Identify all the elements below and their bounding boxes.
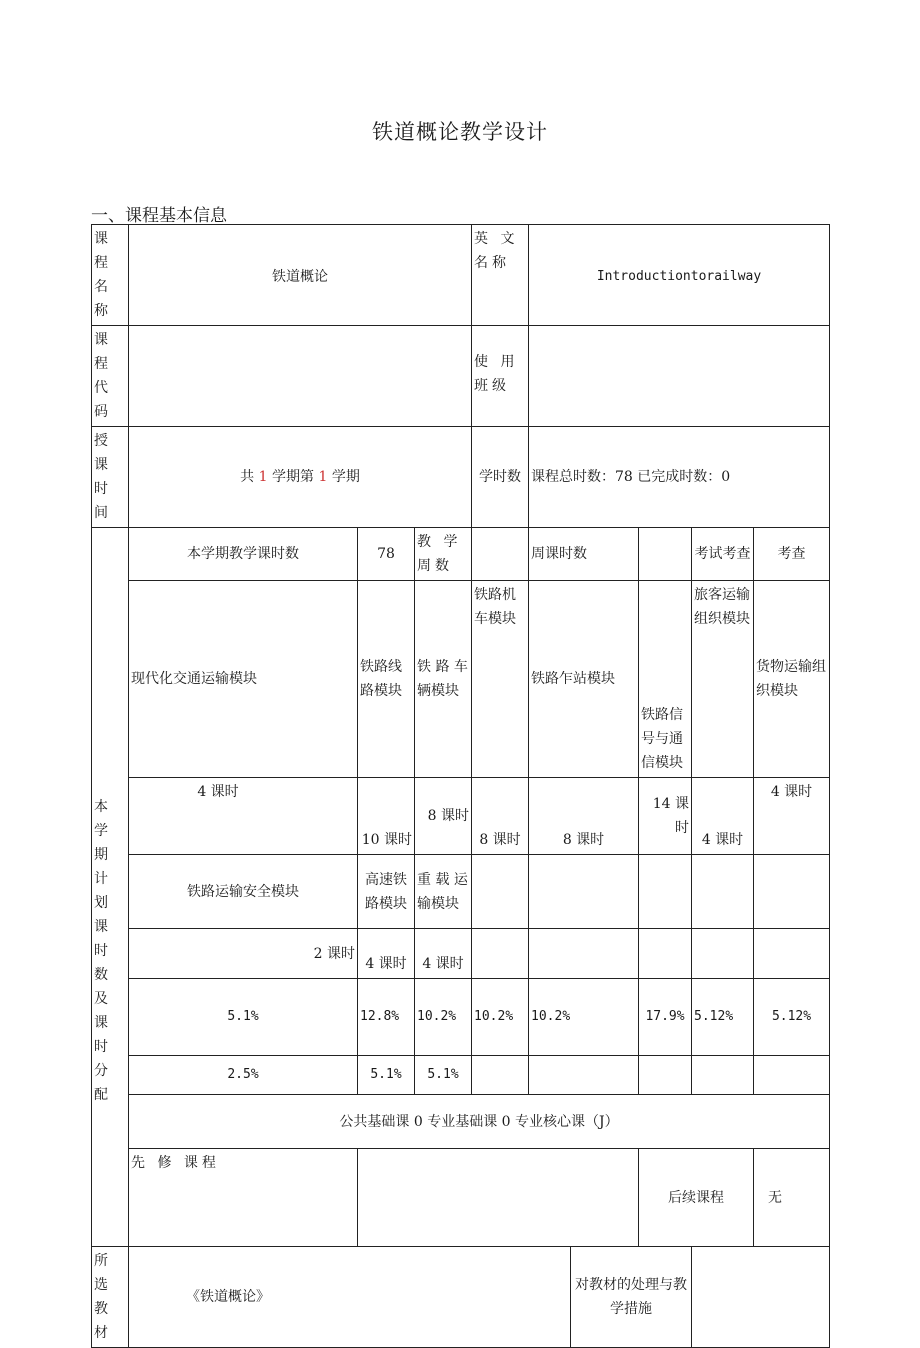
module-cell: 铁路线路模块	[358, 581, 415, 778]
measures-value	[692, 1247, 830, 1348]
module-cell: 高速铁路模块	[358, 855, 415, 929]
empty-cell	[692, 929, 754, 979]
percent-cell: 5.1%	[415, 1056, 472, 1095]
hours-cell: 8 课时	[529, 778, 639, 855]
term-current: 1	[318, 469, 328, 485]
hours-cell: 8 课时	[415, 778, 472, 855]
hours-cell: 4 课时	[692, 778, 754, 855]
course-name-label: 课 程 名称	[92, 225, 129, 326]
class-label: 使 用 班级	[472, 326, 529, 427]
hours-cell: 14 课时	[639, 778, 692, 855]
empty-cell	[472, 1056, 529, 1095]
table-row-modules-2	[92, 855, 830, 929]
hours-cell: 4 课时	[754, 778, 830, 855]
semester-hours-label: 本学期教学课时数	[129, 528, 358, 581]
prereq-value	[358, 1149, 639, 1247]
empty-cell	[754, 1056, 830, 1095]
empty-cell	[754, 855, 830, 929]
module-cell: 铁路运输安全模块	[129, 855, 358, 929]
module-cell: 现代化交通运输模块	[129, 581, 358, 778]
followup-label: 后续课程	[639, 1149, 754, 1247]
percent-cell: 5.12%	[692, 979, 754, 1056]
exam-label: 考试考查	[692, 528, 754, 581]
class-value	[529, 326, 830, 427]
table-row-semester-hours	[92, 528, 830, 581]
table-row-hours-1	[92, 778, 830, 855]
hours-cell: 2 课时	[129, 929, 358, 979]
percent-cell: 10.2%	[529, 979, 639, 1056]
measures-label: 对教材的处理与教学措施	[571, 1247, 692, 1348]
empty-cell	[529, 929, 639, 979]
english-name-value: Introductiontorailway	[529, 225, 830, 326]
module-cell: 旅客运输组织模块	[692, 581, 754, 778]
course-code-label: 课 程 代码	[92, 326, 129, 427]
module-cell: 重 载 运输模块	[415, 855, 472, 929]
table-row-modules-1	[92, 581, 830, 778]
empty-cell	[472, 929, 529, 979]
empty-cell	[529, 855, 639, 929]
term-prefix: 共	[240, 469, 255, 485]
table-row-course-name	[92, 225, 830, 326]
table-row-hours-2	[92, 929, 830, 979]
hours-cell: 4 课时	[129, 778, 358, 855]
percent-cell: 17.9%	[639, 979, 692, 1056]
empty-cell	[472, 855, 529, 929]
empty-cell	[529, 1056, 639, 1095]
course-type-value: 公共基础课 0 专业基础课 0 专业核心课（J）	[129, 1095, 830, 1149]
term-value	[129, 427, 472, 528]
empty-cell	[639, 1056, 692, 1095]
table-row-textbook	[92, 1247, 830, 1348]
document-title: 铁道概论教学设计	[372, 120, 548, 144]
section-heading: 一、课程基本信息	[91, 206, 227, 226]
empty-cell	[692, 1056, 754, 1095]
percent-cell: 2.5%	[129, 1056, 358, 1095]
teaching-weeks-value	[472, 528, 529, 581]
hours-value: 课程总时数：78 已完成时数：0	[529, 427, 830, 528]
weekly-hours-value	[639, 528, 692, 581]
module-cell: 铁路信号与通信模块	[639, 581, 692, 778]
table-row-course-type	[92, 1095, 830, 1149]
module-cell: 货物运输组织模块	[754, 581, 830, 778]
term-suffix: 学期	[331, 469, 360, 485]
semester-hours-value: 78	[358, 528, 415, 581]
time-label: 授 课 时间	[92, 427, 129, 528]
term-total: 1	[258, 469, 268, 485]
textbook-label: 所 选 教材	[92, 1247, 129, 1348]
empty-cell	[692, 855, 754, 929]
hours-cell: 4 课时	[358, 929, 415, 979]
percent-cell: 12.8%	[358, 979, 415, 1056]
empty-cell	[639, 855, 692, 929]
table-row-prerequisites	[92, 1149, 830, 1247]
exam-value: 考查	[754, 528, 830, 581]
table-row-teaching-time	[92, 427, 830, 528]
empty-cell	[754, 929, 830, 979]
plan-label: 本 学 期 计 划 课 时 数 及 课 时 分 配	[92, 528, 129, 1247]
course-code-value	[129, 326, 472, 427]
hours-cell: 8 课时	[472, 778, 529, 855]
textbook-value: 《铁道概论》	[129, 1247, 571, 1348]
module-cell: 铁 路 车辆模块	[415, 581, 472, 778]
weekly-hours-label: 周课时数	[529, 528, 639, 581]
hours-label: 学时数	[472, 427, 529, 528]
percent-cell: 5.1%	[129, 979, 358, 1056]
hours-cell: 4 课时	[415, 929, 472, 979]
percent-cell: 5.1%	[358, 1056, 415, 1095]
module-cell: 铁路机车模块	[472, 581, 529, 778]
prereq-label: 先 修 课程	[129, 1149, 358, 1247]
percent-cell: 5.12%	[754, 979, 830, 1056]
percent-cell: 10.2%	[472, 979, 529, 1056]
term-mid: 学期第	[272, 469, 314, 485]
english-name-label: 英 文 名称	[472, 225, 529, 326]
course-name-value: 铁道概论	[129, 225, 472, 326]
table-row-course-code	[92, 326, 830, 427]
empty-cell	[639, 929, 692, 979]
table-row-percent-1	[92, 979, 830, 1056]
module-cell: 铁路乍站模块	[529, 581, 639, 778]
course-info-table	[91, 224, 830, 1348]
hours-cell: 10 课时	[358, 778, 415, 855]
table-row-percent-2	[92, 1056, 830, 1095]
followup-value: 无	[754, 1149, 830, 1247]
teaching-weeks-label: 教 学 周数	[415, 528, 472, 581]
percent-cell: 10.2%	[415, 979, 472, 1056]
